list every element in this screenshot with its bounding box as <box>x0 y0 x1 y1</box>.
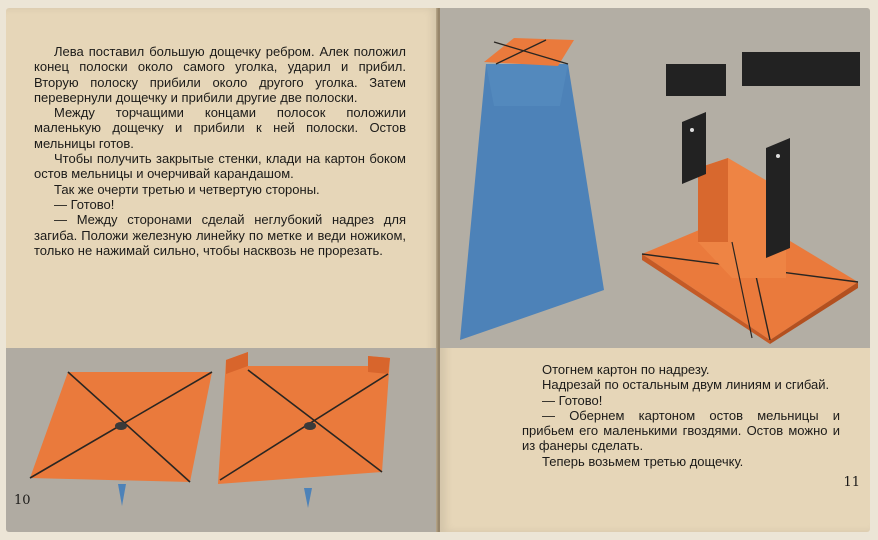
notched-cardboard-icon <box>212 346 408 510</box>
right-text-block <box>522 362 840 469</box>
right-paragraph: — Готово! <box>542 392 603 408</box>
cardboard-sheet-icon <box>20 360 220 508</box>
left-paragraph: Между торчащими концами полосок положили маленькую дощечку и прибили к ней полоски. Остов мельницы готов. <box>34 105 406 151</box>
left-paragraph: — Готово! <box>54 196 115 212</box>
left-text-block <box>34 44 406 258</box>
mill-frame-icon <box>636 108 866 344</box>
blue-tower-icon <box>456 34 616 352</box>
left-paragraph: — Между сторонами сделай неглубокий надрез для загиба. Положи железную линейку по метке и веди ножиком, только не нажимай сильно, чтобы насквозь не прорезать. <box>34 212 406 258</box>
black-bars-icon <box>666 50 862 98</box>
page-number-right: 11 <box>843 475 860 490</box>
right-paragraph: Теперь возьмем третью дощечку. <box>542 453 744 469</box>
left-paragraph: Так же очерти третью и четвертую стороны. <box>54 181 320 197</box>
right-paragraph: Отогнем картон по надрезу. <box>542 362 710 377</box>
left-paragraph: Лева поставил большую дощечку ребром. Алек положил конец полоски около самого уголка, ударил и прибил. Вторую полоску прибили около другого уголка. Затем перевернули дощечку и прибили другие две полоски. <box>34 44 406 105</box>
page-number-left: 10 <box>14 493 31 508</box>
right-paragraph: Надрезай по остальным двум линиям и сгибай. <box>542 377 830 393</box>
right-paragraph: — Обернем картоном остов мельницы и прибьем его маленькими гвоздями. Остов можно и из фанеры сделать. <box>522 407 840 454</box>
left-paragraph: Чтобы получить закрытые стенки, клади на картон боком остов мельницы и очерчивай карандашом. <box>34 151 406 182</box>
right-page <box>440 8 870 532</box>
left-page <box>6 8 438 532</box>
